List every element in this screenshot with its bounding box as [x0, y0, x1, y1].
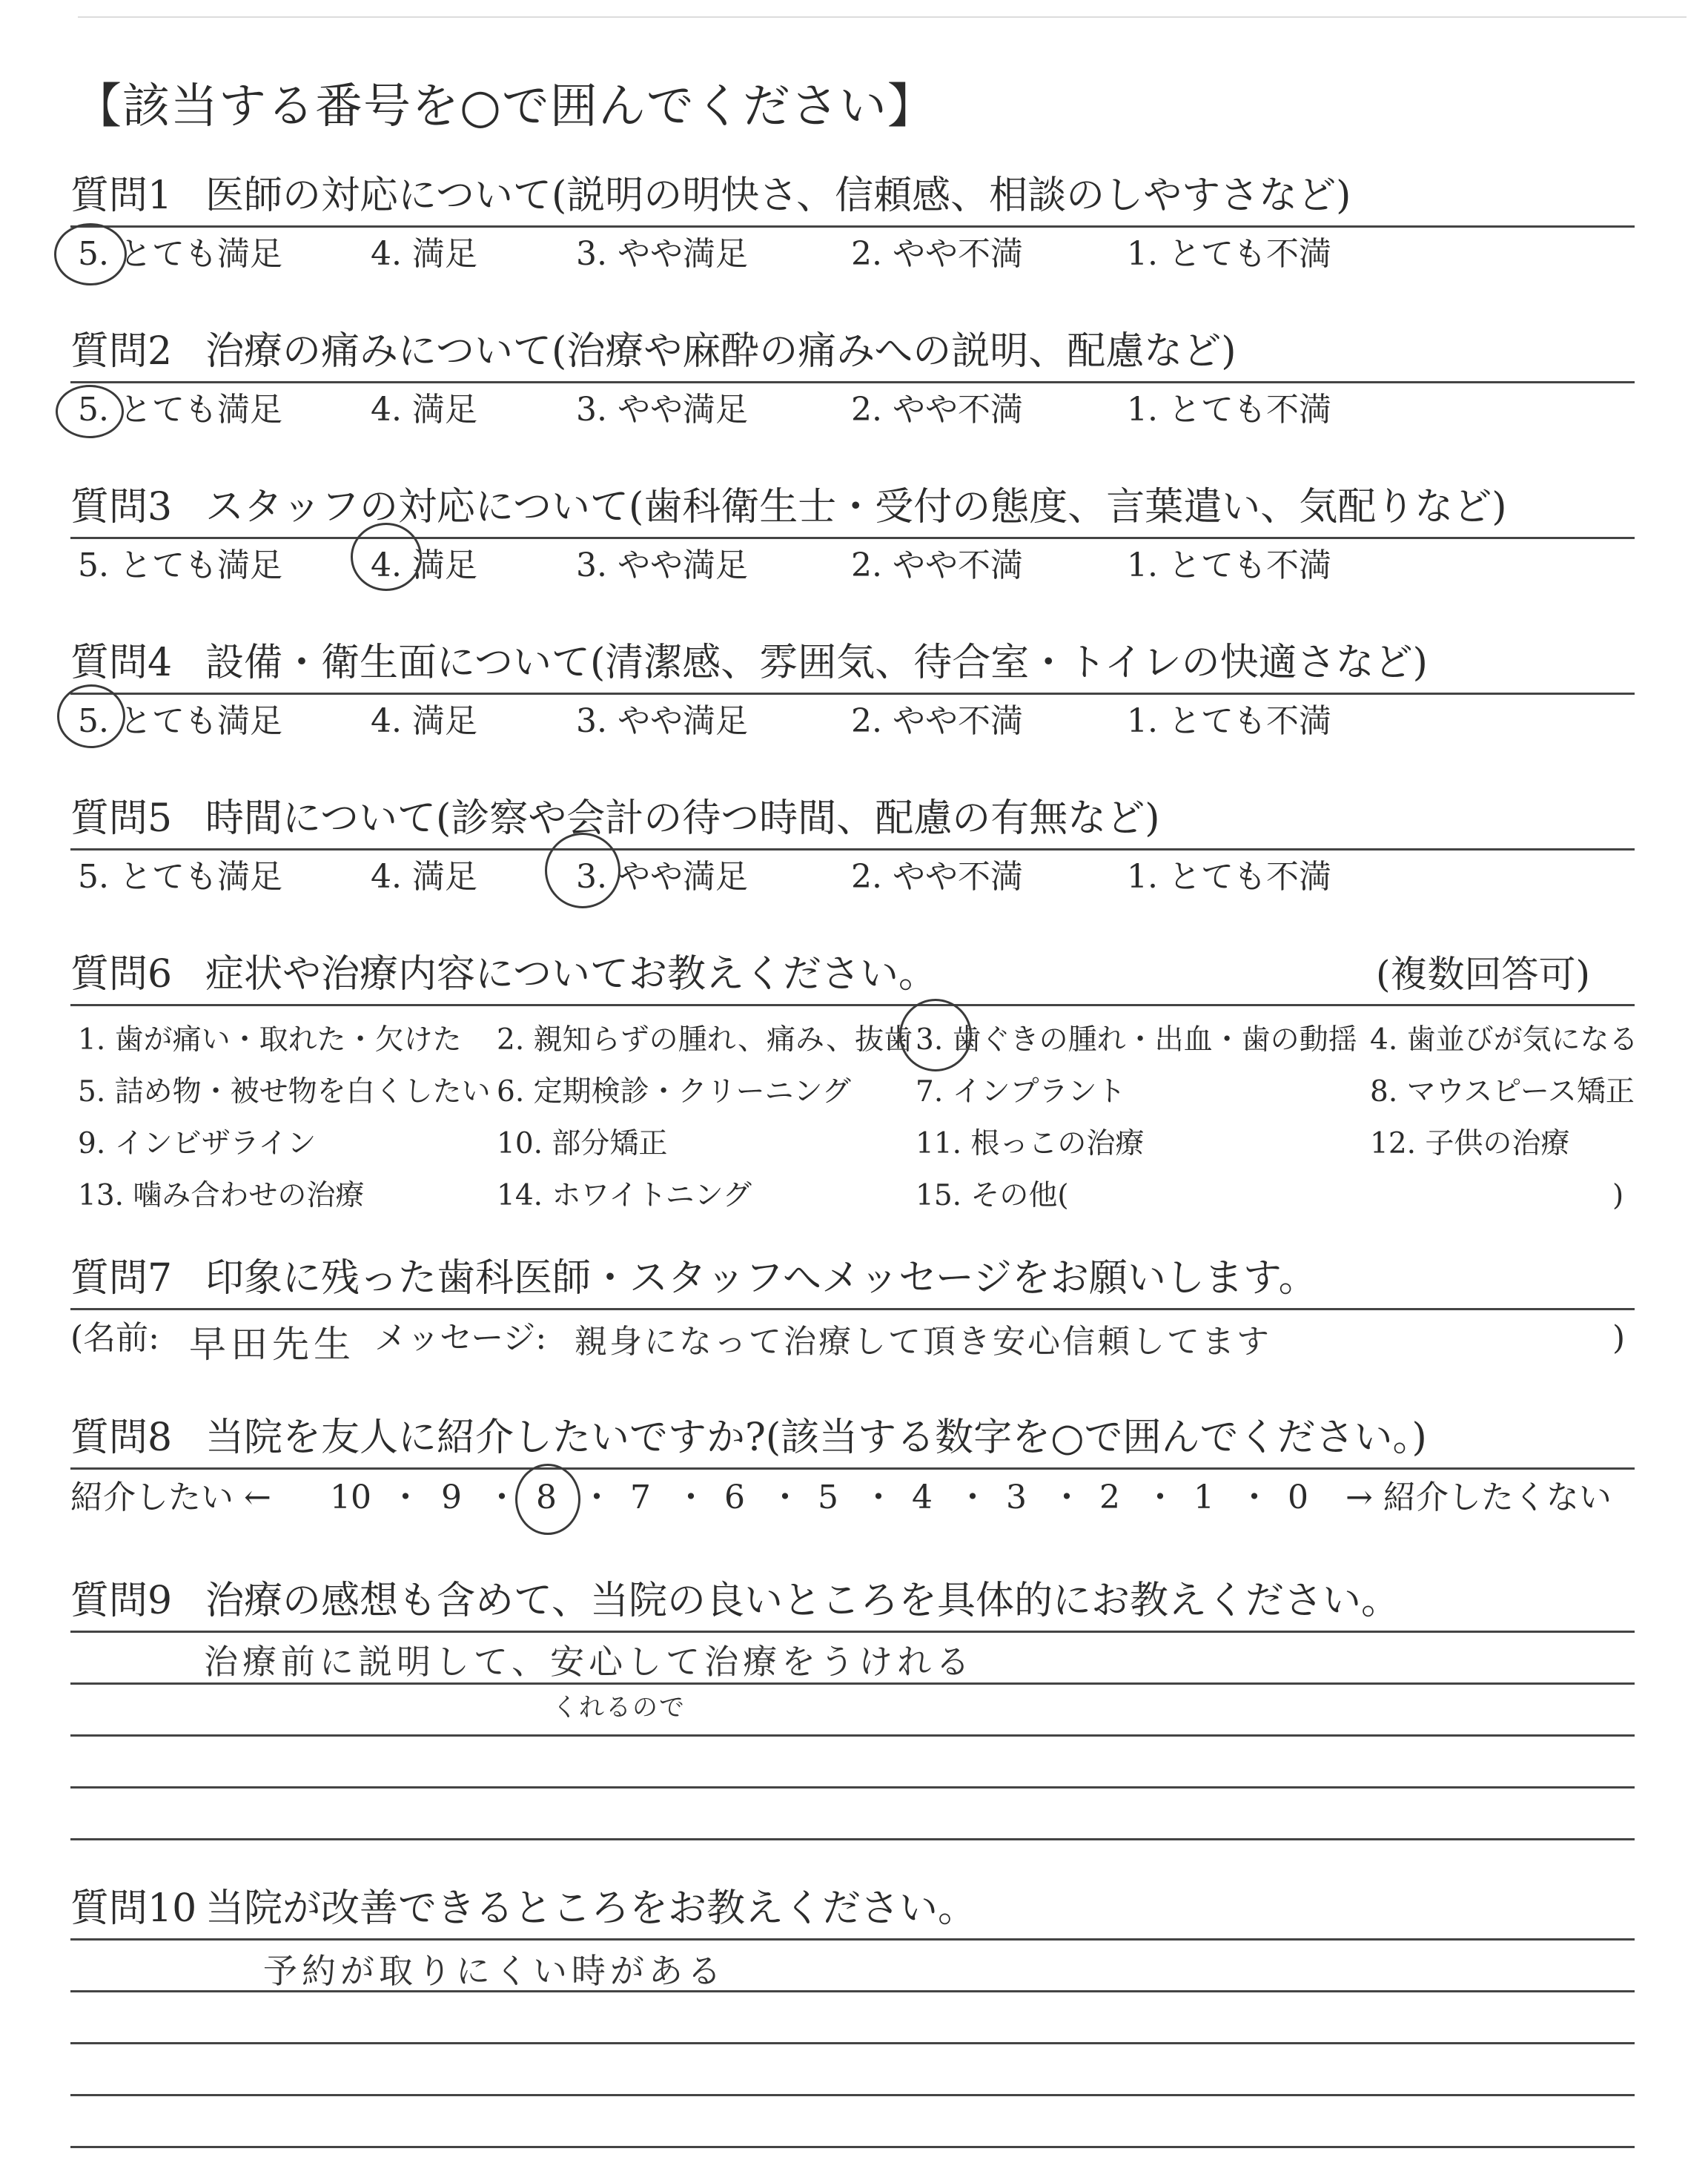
symptom-option[interactable]: 1. 歯が痛い・取れた・欠けた	[78, 1023, 462, 1057]
scale-value[interactable]: 0	[1288, 1479, 1308, 1516]
other-close-paren: )	[1612, 1179, 1624, 1212]
writing-line	[70, 2146, 1635, 2148]
question-text: 症状や治療内容についてお教えください。	[205, 952, 937, 997]
question-title	[70, 480, 1635, 534]
scale-separator: ・	[1050, 1479, 1083, 1516]
rating-options	[70, 228, 1635, 280]
symptom-option[interactable]: 14. ホワイトニング	[497, 1179, 752, 1212]
divider	[70, 1004, 1635, 1006]
name-label: (名前:	[70, 1319, 159, 1357]
option-very-satisfied[interactable]: 5. とても満足	[78, 858, 282, 896]
symptom-option[interactable]: 12. 子供の治療	[1370, 1127, 1570, 1160]
writing-line	[70, 1734, 1635, 1737]
writing-line	[70, 1631, 1635, 1633]
option-somewhat-satisfied[interactable]: 3. やや満足	[576, 235, 748, 273]
option-very-satisfied[interactable]: 5. とても満足	[78, 702, 282, 740]
question-number: 質問6	[70, 952, 173, 997]
symptom-option[interactable]: 13. 噛み合わせの治療	[78, 1179, 365, 1212]
question-2	[70, 325, 1635, 435]
writing-line	[70, 1838, 1635, 1840]
writing-line	[70, 1786, 1635, 1789]
symptom-option[interactable]: 15. その他(	[916, 1179, 1069, 1212]
symptom-option[interactable]: 5. 詰め物・被せ物を白くしたい	[78, 1075, 491, 1109]
scale-separator: ・	[1238, 1479, 1271, 1516]
symptom-option[interactable]: 8. マウスピース矯正	[1370, 1075, 1635, 1109]
instruction-heading: 【該当する番号を○で囲んでください】	[74, 79, 936, 134]
option-very-dissatisfied[interactable]: 1. とても不満	[1127, 391, 1331, 429]
question-number: 質問7	[70, 1256, 173, 1301]
question-7	[70, 1252, 1635, 1370]
option-very-dissatisfied[interactable]: 1. とても不満	[1127, 235, 1331, 273]
question-1	[70, 169, 1635, 280]
writing-line	[70, 2042, 1635, 2044]
question-number: 質問4	[70, 641, 173, 685]
answer-handwritten[interactable]: 予約が取りにくい時がある	[263, 1951, 726, 1991]
scale-value[interactable]: 4	[912, 1479, 933, 1516]
question-title	[70, 948, 1635, 1001]
option-satisfied[interactable]: 4. 満足	[371, 858, 477, 896]
rating-options	[70, 851, 1635, 902]
question-text: スタッフの対応について(歯科衛生士・受付の態度、言葉遣い、気配りなど)	[205, 485, 1507, 529]
question-title	[70, 1882, 1635, 1935]
answer-insert-handwritten: くれるので	[552, 1693, 686, 1723]
writing-line	[70, 1938, 1635, 1941]
recommend-scale	[70, 1470, 1635, 1529]
option-satisfied[interactable]: 4. 満足	[371, 391, 477, 429]
scale-value[interactable]: 5	[818, 1479, 838, 1516]
option-very-dissatisfied[interactable]: 1. とても不満	[1127, 858, 1331, 896]
scale-value[interactable]: 3	[1006, 1479, 1027, 1516]
scale-value[interactable]: 9	[441, 1479, 462, 1516]
question-6	[70, 948, 1638, 1226]
scale-separator: ・	[956, 1479, 989, 1516]
message-handwritten[interactable]: 親身になって治療して頂き安心信頼してます	[575, 1323, 1271, 1361]
option-somewhat-satisfied[interactable]: 3. やや満足	[576, 702, 748, 740]
option-satisfied[interactable]: 4. 満足	[371, 702, 477, 740]
symptom-option[interactable]: 4. 歯並びが気になる	[1370, 1023, 1638, 1057]
question-text: 印象に残った歯科医師・スタッフへメッセージをお願いします。	[205, 1256, 1317, 1301]
question-text: 当院を友人に紹介したいですか?(該当する数字を○で囲んでください。)	[205, 1416, 1427, 1460]
option-somewhat-dissatisfied[interactable]: 2. やや不満	[851, 546, 1023, 584]
question-4	[70, 636, 1635, 747]
name-handwritten[interactable]: 早田先生	[189, 1323, 355, 1366]
scale-separator: ・	[486, 1479, 518, 1516]
question-text: 医師の対応について(説明の明快さ、信頼感、相談のしやすさなど)	[205, 174, 1351, 218]
option-very-satisfied[interactable]: 5. とても満足	[78, 391, 282, 429]
question-text: 時間について(診察や会計の待つ時間、配慮の有無など)	[205, 796, 1160, 841]
question-title	[70, 1252, 1635, 1305]
question-title	[70, 325, 1635, 378]
option-somewhat-satisfied[interactable]: 3. やや満足	[576, 858, 748, 896]
scale-value[interactable]: 7	[630, 1479, 651, 1516]
scale-value[interactable]: 2	[1099, 1479, 1120, 1516]
scale-separator: ・	[675, 1479, 707, 1516]
question-9	[70, 1574, 1635, 1723]
writing-line	[70, 2094, 1635, 2096]
question-number: 質問1	[70, 174, 173, 218]
symptom-option[interactable]: 7. インプラント	[916, 1075, 1126, 1109]
multiple-answers-note: (複数回答可)	[1375, 953, 1590, 996]
rating-options	[70, 383, 1635, 435]
message-close-paren: )	[1612, 1319, 1626, 1357]
option-somewhat-dissatisfied[interactable]: 2. やや不満	[851, 858, 1023, 896]
question-number: 質問9	[70, 1579, 173, 1623]
question-title	[70, 636, 1635, 690]
scale-separator: ・	[862, 1479, 895, 1516]
symptom-option[interactable]: 11. 根っこの治療	[916, 1127, 1145, 1160]
option-very-dissatisfied[interactable]: 1. とても不満	[1127, 546, 1331, 584]
question-text: 治療の感想も含めて、当院の良いところを具体的にお教えください。	[205, 1579, 1400, 1623]
option-very-satisfied[interactable]: 5. とても満足	[78, 546, 282, 584]
question-10	[70, 1882, 1635, 1991]
symptom-option[interactable]: 3. 歯ぐきの腫れ・出血・歯の動揺	[916, 1023, 1357, 1057]
top-rule	[78, 16, 1687, 18]
scale-separator: ・	[389, 1479, 422, 1516]
question-8	[70, 1411, 1635, 1529]
question-number: 質問10	[70, 1886, 197, 1931]
option-somewhat-satisfied[interactable]: 3. やや満足	[576, 391, 748, 429]
question-title	[70, 169, 1635, 222]
rating-options	[70, 695, 1635, 747]
symptom-option[interactable]: 9. インビザライン	[78, 1127, 317, 1160]
answer-handwritten[interactable]: 治療前に説明して、安心して治療をうけれる	[204, 1642, 975, 1682]
option-somewhat-dissatisfied[interactable]: 2. やや不満	[851, 235, 1023, 273]
scale-value[interactable]: 10	[330, 1479, 371, 1516]
option-somewhat-dissatisfied[interactable]: 2. やや不満	[851, 702, 1023, 740]
question-5	[70, 792, 1635, 902]
question-title	[70, 792, 1635, 845]
question-text: 治療の痛みについて(治療や麻酔の痛みへの説明、配慮など)	[205, 329, 1237, 374]
symptom-option[interactable]: 6. 定期検診・クリーニング	[497, 1075, 851, 1109]
question-number: 質問8	[70, 1416, 173, 1460]
scale-value[interactable]: 1	[1194, 1479, 1214, 1516]
symptom-option[interactable]: 2. 親知らずの腫れ、痛み、抜歯	[497, 1023, 913, 1057]
question-3	[70, 480, 1635, 591]
scale-separator: ・	[580, 1479, 613, 1516]
scale-value[interactable]: 8	[536, 1479, 557, 1516]
message-row	[70, 1310, 1635, 1370]
scale-value[interactable]: 6	[724, 1479, 745, 1516]
option-satisfied[interactable]: 4. 満足	[371, 546, 477, 584]
question-number: 質問3	[70, 485, 173, 529]
option-satisfied[interactable]: 4. 満足	[371, 235, 477, 273]
question-number: 質問2	[70, 329, 173, 374]
symptom-options	[70, 1011, 1638, 1226]
option-somewhat-dissatisfied[interactable]: 2. やや不満	[851, 391, 1023, 429]
rating-options	[70, 539, 1635, 591]
question-text: 当院が改善できるところをお教えください。	[205, 1886, 977, 1931]
question-title	[70, 1411, 1635, 1464]
question-title	[70, 1574, 1635, 1628]
option-very-satisfied[interactable]: 5. とても満足	[78, 235, 282, 273]
question-text: 設備・衛生面について(清潔感、雰囲気、待合室・トイレの快適さなど)	[205, 641, 1428, 685]
scale-left-label: 紹介したい ←	[70, 1479, 271, 1516]
option-very-dissatisfied[interactable]: 1. とても不満	[1127, 702, 1331, 740]
message-label: メッセージ:	[374, 1319, 547, 1357]
option-somewhat-satisfied[interactable]: 3. やや満足	[576, 546, 748, 584]
question-number: 質問5	[70, 796, 173, 841]
scale-separator: ・	[769, 1479, 801, 1516]
symptom-option[interactable]: 10. 部分矯正	[497, 1127, 668, 1160]
scale-separator: ・	[1144, 1479, 1176, 1516]
scale-right-label: → 紹介したくない	[1345, 1479, 1612, 1516]
